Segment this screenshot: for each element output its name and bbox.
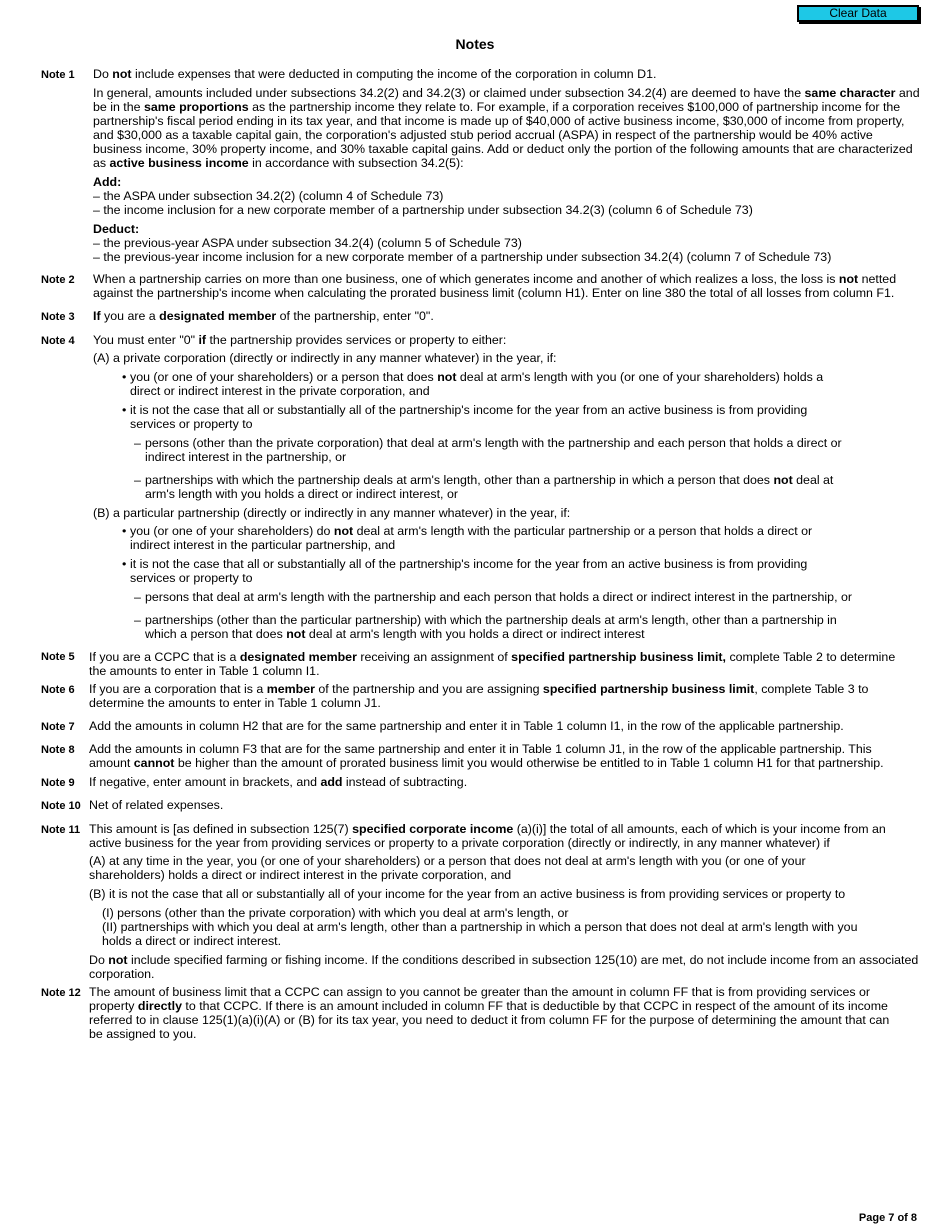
note-11-last: Do not include specified farming or fishing income. If the conditions described in subsection 125(10) are met, do not include income from an associated corporation. xyxy=(89,953,919,981)
note-1-deduct-heading: Deduct: xyxy=(93,222,140,236)
note-4-b-dash-2: partnerships (other than the particular partnership) with which the partnership deals at arm's length, other than a partnership in which a person that does not deal at arm's length with you holds a direct or indirect interest xyxy=(145,613,837,641)
note-1-deduct-item: – the previous-year income inclusion for a new corporate member of a partnership under subsection 34.2(4) (column 7 of Schedule 73) xyxy=(93,250,832,264)
note-10-label: Note 10 xyxy=(41,800,81,812)
clear-data-button[interactable]: Clear Data xyxy=(797,5,919,22)
note-9-text: If negative, enter amount in brackets, and add instead of subtracting. xyxy=(89,775,468,789)
note-10-text: Net of related expenses. xyxy=(89,798,224,812)
note-4-b-heading: (B) a particular partnership (directly or indirectly in any manner whatever) in the year, if: xyxy=(93,506,571,520)
note-11-item-ii: (II) partnerships with which you deal at arm's length, other than a partnership in which a person that does not deal at arm's length with you holds a direct or indirect interest. xyxy=(102,920,858,948)
dash-icon: – xyxy=(134,613,141,627)
note-7-label: Note 7 xyxy=(41,721,75,733)
note-6-text: If you are a corporation that is a member of the partnership and you are assigning specified partnership business limit, complete Table 3 to determine the amounts to enter in Table 1 column J1. xyxy=(89,682,869,710)
note-12-text: The amount of business limit that a CCPC can assign to you cannot be greater than the amount in column FF that is from providing services or property directly to that CCPC. If there is an amount included in column FF that is deductible by that CCPC in respect of the amount of its income referred to in clause 125(1)(a)(i)(A) or (B) for its tax year, you need to deduct it from column FF for the purpose of determining the amount that can be assigned to you. xyxy=(89,985,890,1041)
note-8-label: Note 8 xyxy=(41,744,75,756)
note-4-intro: You must enter "0" if the partnership provides services or property to either: xyxy=(93,333,507,347)
note-4-label: Note 4 xyxy=(41,335,75,347)
note-3-text: If you are a designated member of the partnership, enter "0". xyxy=(93,309,434,323)
note-11-label: Note 11 xyxy=(41,824,81,836)
note-4-b-bullet-1: you (or one of your shareholders) do not deal at arm's length with the particular partnership or a person that holds a direct or indirect interest in the particular partnership, and xyxy=(130,524,813,552)
note-9-label: Note 9 xyxy=(41,777,75,789)
note-5-text: If you are a CCPC that is a designated member receiving an assignment of specified partnership business limit, complete Table 2 to determine the amounts to enter in Table 1 column I1. xyxy=(89,650,896,678)
note-1-add-heading: Add: xyxy=(93,175,122,189)
note-4-b-dash-1: persons that deal at arm's length with the partnership and each person that holds a direct or indirect interest in the partnership, or xyxy=(145,590,852,604)
note-8-text: Add the amounts in column F3 that are for the same partnership and enter it in Table 1 column J1, in the row of the applicable partnership. This amount cannot be higher than the amount of prorated business limit you would otherwise be entitled to in Table 1 column H1 for that partnership. xyxy=(89,742,884,770)
note-12-label: Note 12 xyxy=(41,987,81,999)
dash-icon: – xyxy=(134,590,141,604)
dash-icon: – xyxy=(134,436,141,450)
bullet-icon: • xyxy=(122,524,127,538)
note-5-label: Note 5 xyxy=(41,651,75,663)
bullet-icon: • xyxy=(122,557,127,571)
note-1-line1: Do not include expenses that were deducted in computing the income of the corporation in column D1. xyxy=(93,67,657,81)
note-1-label: Note 1 xyxy=(41,69,75,81)
dash-icon: – xyxy=(134,473,141,487)
note-1-paragraph: In general, amounts included under subsections 34.2(2) and 34.2(3) or claimed under subsection 34.2(4) are deemed to have the same character and be in the same proportions as the partnership income they relate to. For example, if a corporation receives $100,000 of partnership income for the partnership's fiscal period ending in its tax year, and that income is made up of $40,000 of active business income, $30,000 of income from property, and $30,000 as a taxable capital gain, the corporation's adjusted stub period accrual (ASPA) in respect of the partnership would be 40% active business income, 30% property income, and 30% taxable capital gains. Add or deduct only the portion of the following amounts that are characterized as active business income in accordance with subsection 34.2(5): xyxy=(93,86,920,170)
note-11-item-a: (A) at any time in the year, you (or one of your shareholders) or a person that does not deal at arm's length with you (or one of your shareholders) holds a direct or indirect interest in the private corporation, and xyxy=(89,854,806,882)
note-11-intro: This amount is [as defined in subsection 125(7) specified corporate income (a)(i)] the total of all amounts, each of which is your income from an active business for the year from providing services or property to a private corporation (directly or indirectly, in any manner whatever) if xyxy=(89,822,886,850)
bullet-icon: • xyxy=(122,403,127,417)
note-4-a-heading: (A) a private corporation (directly or indirectly in any manner whatever) in the year, if: xyxy=(93,351,557,365)
note-3-label: Note 3 xyxy=(41,311,75,323)
note-6-label: Note 6 xyxy=(41,684,75,696)
note-4-a-bullet-1: you (or one of your shareholders) or a person that does not deal at arm's length with you (or one of your shareholders) holds a direct or indirect interest in the private corporation, and xyxy=(130,370,824,398)
note-4-a-dash-1: persons (other than the private corporation) that deal at arm's length with the partnership and each person that holds a direct or indirect interest in the partnership, or xyxy=(145,436,842,464)
bullet-icon: • xyxy=(122,370,127,384)
note-1-add-item: – the ASPA under subsection 34.2(2) (column 4 of Schedule 73) xyxy=(93,189,444,203)
note-11-item-i: (I) persons (other than the private corporation) with which you deal at arm's length, or xyxy=(102,906,569,920)
note-1-deduct-item: – the previous-year ASPA under subsection 34.2(4) (column 5 of Schedule 73) xyxy=(93,236,522,250)
page-title: Notes xyxy=(455,36,495,52)
note-11-item-b: (B) it is not the case that all or substantially all of your income for the year from an active business is from providing services or property to xyxy=(89,887,846,901)
note-1-add-item: – the income inclusion for a new corporate member of a partnership under subsection 34.2(3) (column 6 of Schedule 73) xyxy=(93,203,753,217)
note-4-b-bullet-2: it is not the case that all or substantially all of the partnership's income for the year from an active business is from providing services or property to xyxy=(130,557,808,585)
note-2-text: When a partnership carries on more than one business, one of which generates income and another of which realizes a loss, the loss is not netted against the partnership's income when calculating the prorated business limit (column H1). Enter on line 380 the total of all losses from column F1. xyxy=(93,272,897,300)
note-7-text: Add the amounts in column H2 that are for the same partnership and enter it in Table 1 column I1, in the row of the applicable partnership. xyxy=(89,719,844,733)
page-number: Page 7 of 8 xyxy=(858,1212,917,1224)
note-4-a-dash-2: partnerships with which the partnership deals at arm's length, other than a partnership in which a person that does not deal at arm's length with you holds a direct or indirect interest, or xyxy=(145,473,834,501)
note-4-a-bullet-2: it is not the case that all or substantially all of the partnership's income for the year from an active business is from providing services or property to xyxy=(130,403,808,431)
note-2-label: Note 2 xyxy=(41,274,75,286)
